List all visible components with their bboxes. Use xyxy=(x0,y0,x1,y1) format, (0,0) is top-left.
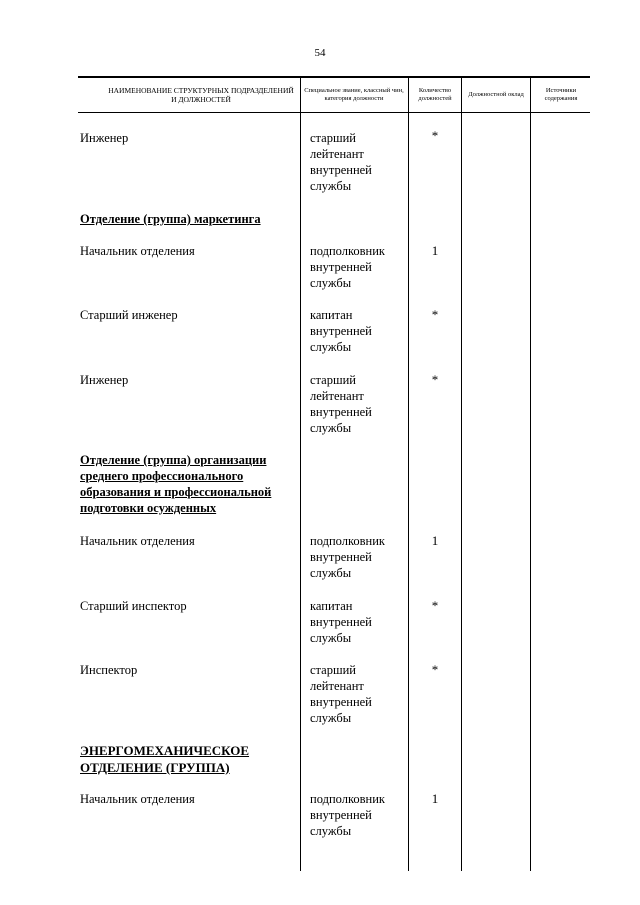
section-title: ЭНЕРГОМЕХАНИЧЕСКОЕ ОТДЕЛЕНИЕ (ГРУППА) xyxy=(80,743,250,775)
position-count: * xyxy=(431,598,439,613)
position-name: Инженер xyxy=(80,131,129,145)
position-rank: капитан внутренней службы xyxy=(310,308,372,354)
position-name: Начальник отделения xyxy=(80,534,195,548)
header-rank: Специальное звание, классный чин, категория должности xyxy=(304,87,404,102)
position-name: Начальник отделения xyxy=(80,792,195,806)
column-divider xyxy=(461,76,462,871)
header-bottom-rule xyxy=(78,112,590,113)
position-count: * xyxy=(431,662,439,677)
position-rank: подполковник внутренней службы xyxy=(310,244,385,290)
header-salary: Должностной оклад xyxy=(468,91,524,98)
position-count: * xyxy=(431,128,439,143)
position-rank: подполковник внутренней службы xyxy=(310,792,385,838)
position-count: * xyxy=(431,307,439,322)
page-number: 54 xyxy=(314,47,326,59)
position-name: Инженер xyxy=(80,373,129,387)
position-count: 1 xyxy=(431,533,439,548)
position-rank: капитан внутренней службы xyxy=(310,599,372,645)
table-top-rule xyxy=(78,76,590,78)
position-rank: старший лейтенант внутренней службы xyxy=(310,131,372,193)
header-count: Количество должностей xyxy=(418,87,452,102)
position-count: * xyxy=(431,372,439,387)
header-source: Источники содержания xyxy=(544,87,578,102)
column-divider xyxy=(530,76,531,871)
section-title: Отделение (группа) организации среднего профессионального образования и профессиональной подготовки осужденных xyxy=(80,453,272,515)
column-divider xyxy=(300,76,301,871)
position-name: Старший инженер xyxy=(80,308,178,322)
position-rank: подполковник внутренней службы xyxy=(310,534,385,580)
staffing-table xyxy=(78,76,590,871)
position-name: Начальник отделения xyxy=(80,244,195,258)
column-divider xyxy=(408,76,409,871)
position-count: 1 xyxy=(431,791,439,806)
position-rank: старший лейтенант внутренней службы xyxy=(310,373,372,435)
position-count: 1 xyxy=(431,243,439,258)
position-name: Старший инспектор xyxy=(80,599,187,613)
position-rank: старший лейтенант внутренней службы xyxy=(310,663,372,725)
header-name: НАИМЕНОВАНИЕ СТРУКТУРНЫХ ПОДРАЗДЕЛЕНИЙ И ДОЛЖНОСТЕЙ xyxy=(108,86,294,104)
section-title: Отделение (группа) маркетинга xyxy=(80,212,261,226)
position-name: Инспектор xyxy=(80,663,138,677)
